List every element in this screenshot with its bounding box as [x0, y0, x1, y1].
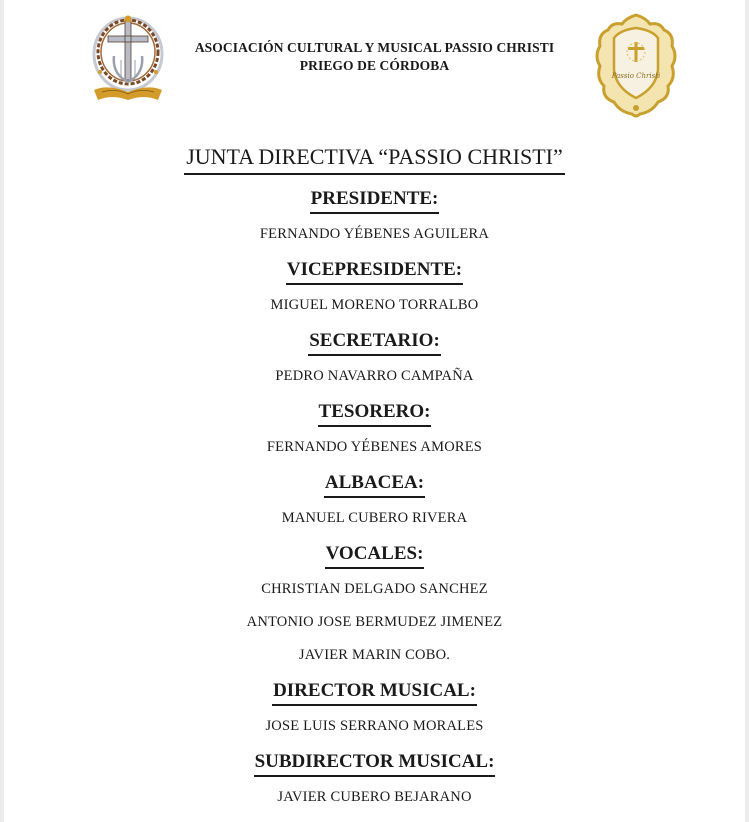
section-albacea: [4, 467, 745, 535]
section-tesorero: [4, 396, 745, 464]
names-list: [4, 360, 745, 393]
svg-text:Passio Christi: Passio Christi: [611, 72, 661, 80]
names-list: [4, 431, 745, 464]
header-line-association: ASOCIACIÓN CULTURAL Y MUSICAL PASSIO CHRISTI: [194, 40, 555, 55]
names-list: [4, 218, 745, 251]
role-heading: [4, 538, 745, 573]
names-list: [4, 289, 745, 322]
role-heading-text: PRESIDENTE:: [310, 186, 440, 214]
role-heading-text: TESORERO:: [318, 399, 432, 427]
section-secretario: [4, 325, 745, 393]
member-name: FERNANDO YÉBENES AMORES: [266, 439, 483, 455]
member-name: MANUEL CUBERO RIVERA: [281, 510, 468, 526]
role-heading-text: ALBACEA:: [324, 470, 425, 498]
section-presidente: [4, 183, 745, 251]
role-heading: [4, 467, 745, 502]
member-name: ANTONIO JOSE BERMUDEZ JIMENEZ: [246, 614, 503, 630]
section-subdirector-musical: [4, 746, 745, 814]
header-line-location: PRIEGO DE CÓRDOBA: [299, 58, 450, 73]
names-list: [4, 573, 745, 672]
role-heading-text: VICEPRESIDENTE:: [286, 257, 463, 285]
section-director-musical: [4, 675, 745, 743]
role-heading-text: VOCALES:: [325, 541, 425, 569]
role-heading: [4, 396, 745, 431]
passio-christi-gold-shield-icon: [594, 12, 678, 120]
role-heading: [4, 325, 745, 360]
page-title-text: JUNTA DIRECTIVA “PASSIO CHRISTI”: [184, 142, 565, 175]
names-list: [4, 781, 745, 814]
role-heading-text: SUBDIRECTOR MUSICAL:: [254, 749, 496, 777]
board-members-list: [4, 183, 745, 814]
role-heading: [4, 183, 745, 218]
page-title: [4, 142, 745, 175]
role-heading: [4, 254, 745, 289]
member-name: JOSE LUIS SERRANO MORALES: [265, 718, 484, 734]
member-name: JAVIER CUBERO BEJARANO: [277, 789, 472, 805]
section-vicepresidente: [4, 254, 745, 322]
member-name: FERNANDO YÉBENES AGUILERA: [259, 226, 490, 242]
role-heading-text: SECRETARIO:: [308, 328, 441, 356]
role-heading: [4, 675, 745, 710]
section-vocales: [4, 538, 745, 672]
member-name: JAVIER MARIN COBO.: [298, 647, 451, 663]
names-list: [4, 710, 745, 743]
role-heading: [4, 746, 745, 781]
member-name: MIGUEL MORENO TORRALBO: [270, 297, 479, 313]
names-list: [4, 502, 745, 535]
role-heading-text: DIRECTOR MUSICAL:: [272, 678, 477, 706]
member-name: CHRISTIAN DELGADO SANCHEZ: [261, 581, 488, 597]
member-name: PEDRO NAVARRO CAMPAÑA: [275, 368, 474, 384]
